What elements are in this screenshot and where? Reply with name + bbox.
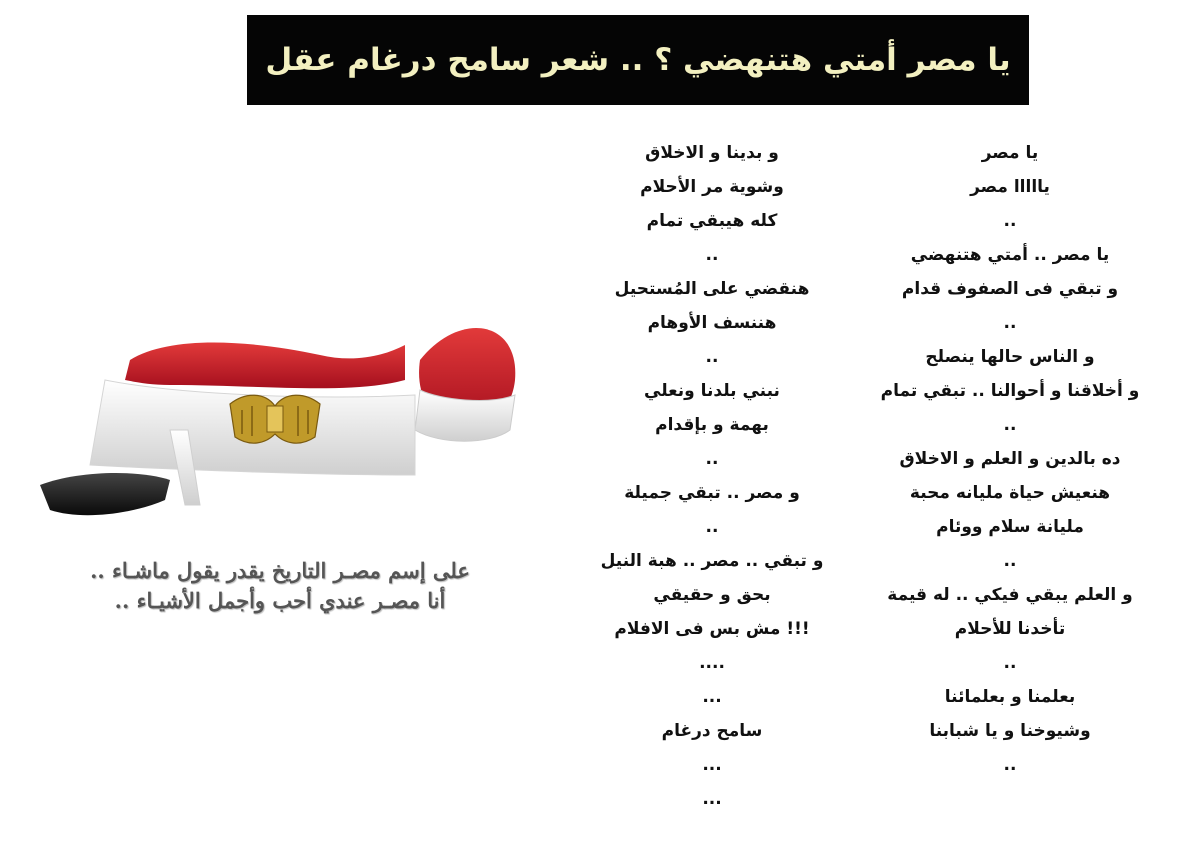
- caption-line-2: أنا مصـر عندي أحب وأجمل الأشيـاء ..: [114, 588, 446, 613]
- poem-line: ..: [705, 347, 719, 367]
- poem-line: ..: [1003, 551, 1017, 571]
- poem-line: ..: [1003, 653, 1017, 673]
- poem-line: ...: [702, 755, 722, 775]
- poem-line: بحق و حقيقي: [653, 585, 771, 605]
- caption-line-1: على إسم مصـر التاريخ يقدر يقول ماشـاء ..: [90, 558, 470, 583]
- poem-line: و الناس حالها ينصلح: [925, 347, 1095, 367]
- poem-line: بعلمنا و بعلمائنا: [944, 687, 1076, 707]
- poem-column-right: [870, 136, 1150, 782]
- poem-line: كله هيبقي تمام: [646, 211, 778, 231]
- poem-line: و العلم يبقي فيكي .. له قيمة: [887, 585, 1133, 605]
- poem-line: و أخلاقنا و أحوالنا .. تبقي تمام: [880, 381, 1140, 401]
- poem-line: ..: [1003, 211, 1017, 231]
- title-banner: [247, 15, 1029, 105]
- caption-block: [60, 556, 500, 616]
- poem-line: و تبقي .. مصر .. هبة النيل: [600, 551, 824, 571]
- poem-line: وشوية مر الأحلام: [640, 177, 784, 197]
- poem-line: !!! مش بس فى الافلام: [614, 619, 810, 639]
- poem-line: ...: [702, 789, 722, 809]
- poem-line: ..: [1003, 313, 1017, 333]
- poem-line: ..: [1003, 415, 1017, 435]
- poem-line: ..: [705, 245, 719, 265]
- poem-column-left: [572, 136, 852, 816]
- poem-line: يااااا مصر: [970, 177, 1050, 197]
- poem-line: ..: [705, 449, 719, 469]
- poem-line: ..: [705, 517, 719, 537]
- poem-line: و تبقي فى الصفوف قدام: [901, 279, 1119, 299]
- poem-line: مليانة سلام ووئام: [936, 517, 1084, 537]
- poem-line: يا مصر: [981, 143, 1039, 163]
- page-title: يا مصر أمتي هتنهضي ؟ .. شعر سامح درغام عقل: [265, 42, 1011, 78]
- poem-line: سامح درغام: [661, 721, 763, 741]
- poem-line: هنقضي على المُستحيل: [614, 279, 810, 299]
- poem-line: ....: [699, 653, 725, 673]
- poem-line: ..: [1003, 755, 1017, 775]
- egypt-flag-eagle-icon: [20, 300, 530, 540]
- poem-line: و مصر .. تبقي جميلة: [624, 483, 800, 503]
- poem-line: يا مصر .. أمتي هتنهضي: [910, 245, 1110, 265]
- poem-line: ...: [702, 687, 722, 707]
- poem-line: بهمة و بإقدام: [655, 415, 769, 435]
- poem-line: وشيوخنا و يا شبابنا: [929, 721, 1091, 741]
- poem-line: هنعيش حياة مليانه محبة: [909, 483, 1111, 503]
- poem-line: هننسف الأوهام: [647, 313, 777, 333]
- poem-line: و بدينا و الاخلاق: [645, 143, 779, 163]
- poem-line: تأخدنا للأحلام: [954, 619, 1066, 639]
- poem-line: نبني بلدنا ونعلي: [644, 381, 780, 401]
- poem-line: ده بالدين و العلم و الاخلاق: [899, 449, 1121, 469]
